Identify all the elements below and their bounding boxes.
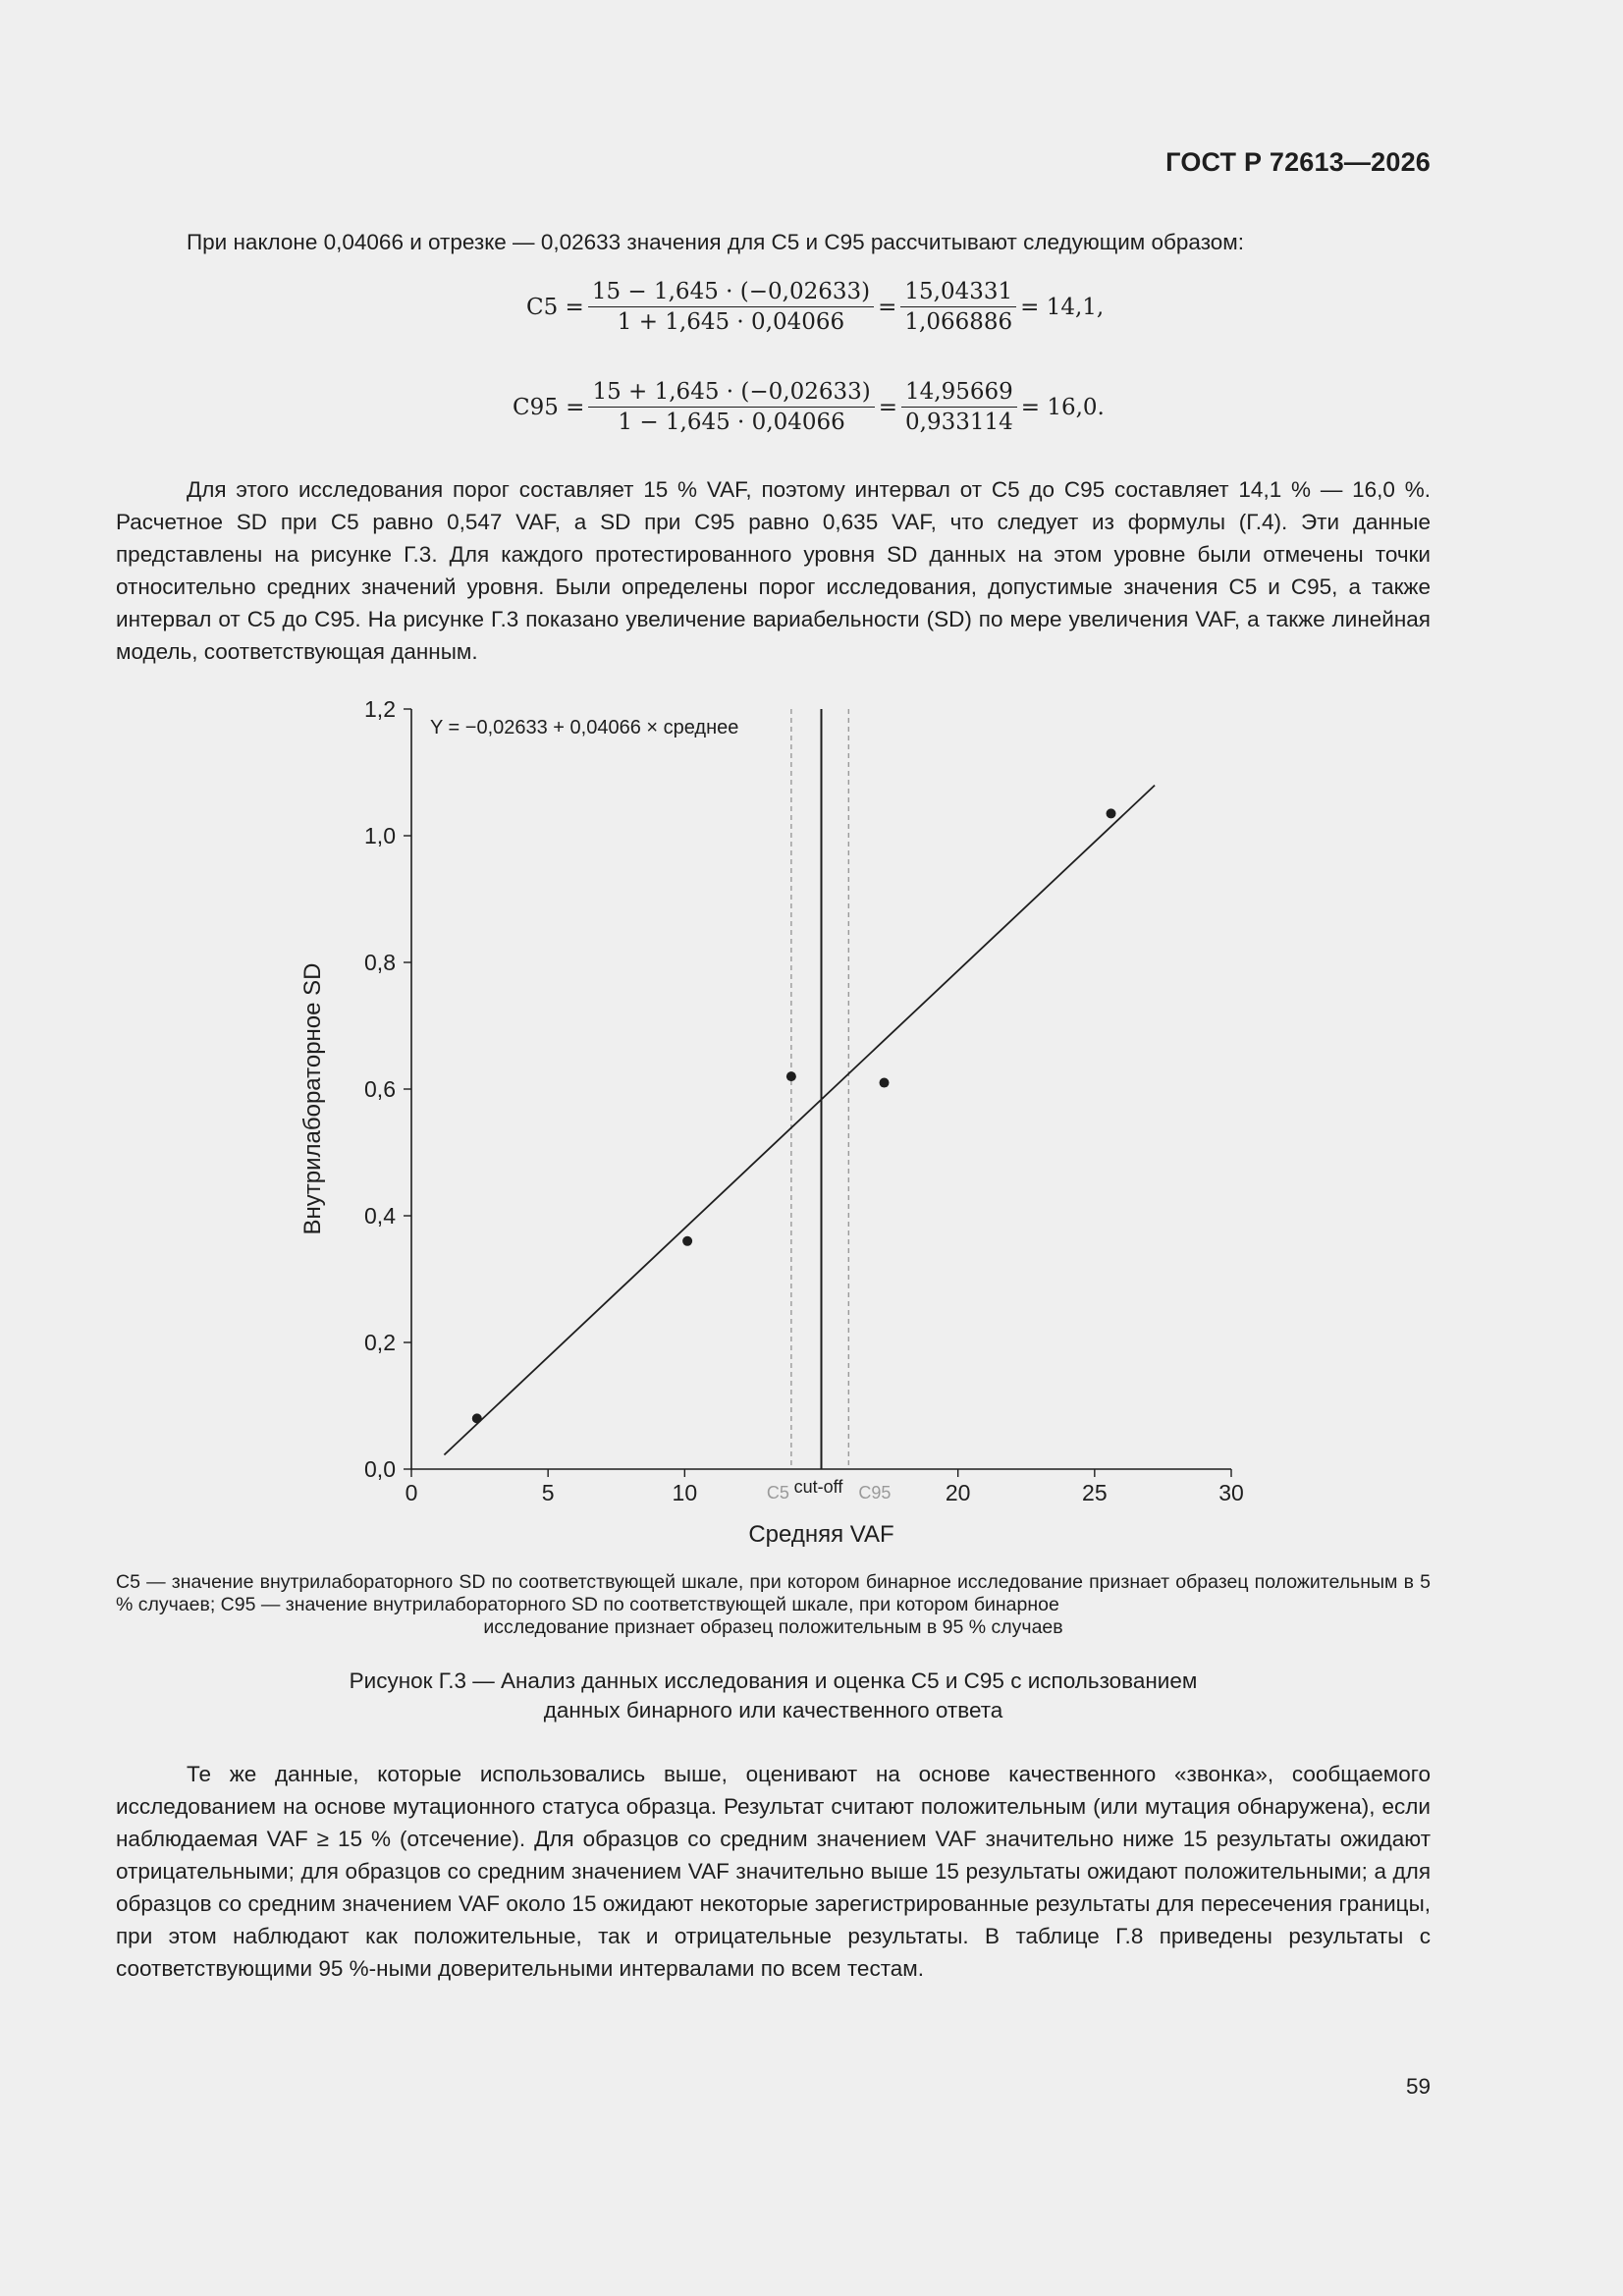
figure-caption-line-1: Рисунок Г.3 — Анализ данных исследования и оценка C5 и C95 с использованием <box>349 1668 1198 1693</box>
x-tick-label: 0 <box>405 1480 418 1505</box>
y-tick-label: 0,0 <box>364 1456 396 1482</box>
intro-paragraph: При наклоне 0,04066 и отрезке — 0,02633 значения для C5 и C95 рассчитывают следующим образом: <box>187 230 1244 254</box>
x-tick-label: 5 <box>541 1480 555 1505</box>
paragraph-2: Те же данные, которые использовались выше, оценивают на основе качественного «звонка», сообщаемого исследованием на основе мутационного статуса образца. Результат считают положительным (или мутация обнаружена), если наблюдаемая VAF ≥ 15 % (отсечение). Для образцов со средним значением VAF значительно ниже 15 результаты ожидают отрицательными; для образцов со средним значением VAF значительно выше 15 результаты ожидают положительными; а для образцов со средним значением VAF около 15 ожидают некоторые зарегистрированные результаты для пересечения границы, при этом наблюдают как положительные, так и отрицательные результаты. В таблице Г.8 приведены результаты с соответствующими 95 %-ными доверительными интервалами по всем тестам. <box>116 1762 1431 1981</box>
figure-note-last-line: исследование признает образец положительным в 95 % случаев <box>483 1616 1063 1638</box>
y-tick-label: 0,4 <box>364 1203 396 1229</box>
x-tick-label: 30 <box>1218 1480 1244 1505</box>
formula-c95-label: C95 = <box>513 394 585 420</box>
formula-c95 <box>509 377 1109 437</box>
data-point <box>472 1413 482 1423</box>
document-code: ГОСТ Р 72613—2026 <box>1165 147 1431 177</box>
y-tick-label: 0,2 <box>364 1330 396 1355</box>
formula-c95-den2: 0,933114 <box>905 410 1013 435</box>
paragraph-1: Для этого исследования порог составляет 15 % VAF, поэтому интервал от C5 до C95 составляет 14,1 % — 16,0 %. Расчетное SD при C5 равно 0,547 VAF, а SD при C95 равно 0,635 VAF, что следует из формулы (Г.4). Эти данные представлены на рисунке Г.3. Для каждого протестированного уровня SD данных на этом уровне были отмечены точки относительно средних значений уровня. Были определены порог исследования, допустимые значения C5 и C95, а также интервал от C5 до C95. На рисунке Г.3 показано увеличение вариабельности (SD) по мере увеличения VAF, а также линейная модель, соответствующая данным. <box>116 477 1431 664</box>
fit-line <box>444 786 1155 1455</box>
equation-label: Y = −0,02633 + 0,04066 × среднее <box>430 717 739 738</box>
y-tick-label: 0,8 <box>364 950 396 975</box>
formula-c95-denominator: 1 − 1,645 · 0,04066 <box>618 410 845 435</box>
c5-label: C5 <box>766 1483 789 1503</box>
data-point <box>682 1236 692 1246</box>
page-number: 59 <box>1405 2074 1431 2099</box>
y-tick-label: 1,2 <box>364 696 396 722</box>
formula-c95-result: = 16,0. <box>1020 394 1105 420</box>
data-point <box>880 1078 890 1088</box>
figure-caption <box>116 1667 1431 1725</box>
figure-note-text: C5 — значение внутрилабораторного SD по соответствующей шкале, при котором бинарное исследование признает образец положительным в 5 % случаев; C95 — значение внутрилабораторного SD по соответствующей шкале, при котором бинарное <box>116 1571 1431 1615</box>
formula-c95-equals: = <box>878 394 898 420</box>
c95-label: C95 <box>858 1483 892 1503</box>
formula-c5-result: = 14,1, <box>1020 294 1105 320</box>
formula-c5-fraction-2 <box>900 277 1016 337</box>
y-tick-label: 0,6 <box>364 1076 396 1102</box>
formula-c5 <box>522 277 1108 337</box>
scatter-chart <box>285 687 1267 1571</box>
x-tick-label: 10 <box>672 1480 698 1505</box>
y-tick-label: 1,0 <box>364 823 396 848</box>
data-point <box>786 1071 796 1081</box>
formula-c5-fraction <box>588 277 874 337</box>
formula-c5-label: C5 = <box>526 294 584 320</box>
figure-caption-line-2: данных бинарного или качественного ответа <box>543 1698 1003 1722</box>
formula-c5-den2: 1,066886 <box>904 309 1013 335</box>
formula-c95-fraction <box>588 377 874 437</box>
figure-note <box>116 1571 1431 1639</box>
formula-c95-numerator: 15 + 1,645 · (−0,02633) <box>588 377 874 408</box>
formula-c5-numerator: 15 − 1,645 · (−0,02633) <box>588 277 874 307</box>
cutoff-label: cut-off <box>793 1477 843 1497</box>
formula-c5-num2: 15,04331 <box>900 277 1016 307</box>
formula-c5-denominator: 1 + 1,645 · 0,04066 <box>617 309 845 335</box>
formula-c5-equals: = <box>878 294 897 320</box>
formula-c95-num2: 14,95669 <box>901 377 1017 408</box>
y-axis-label: Внутрилабораторное SD <box>299 962 326 1235</box>
formula-c95-fraction-2 <box>901 377 1017 437</box>
x-axis-label: Средняя VAF <box>748 1521 894 1548</box>
x-tick-label: 20 <box>945 1480 971 1505</box>
data-point <box>1107 808 1116 818</box>
x-tick-label: 25 <box>1082 1480 1108 1505</box>
